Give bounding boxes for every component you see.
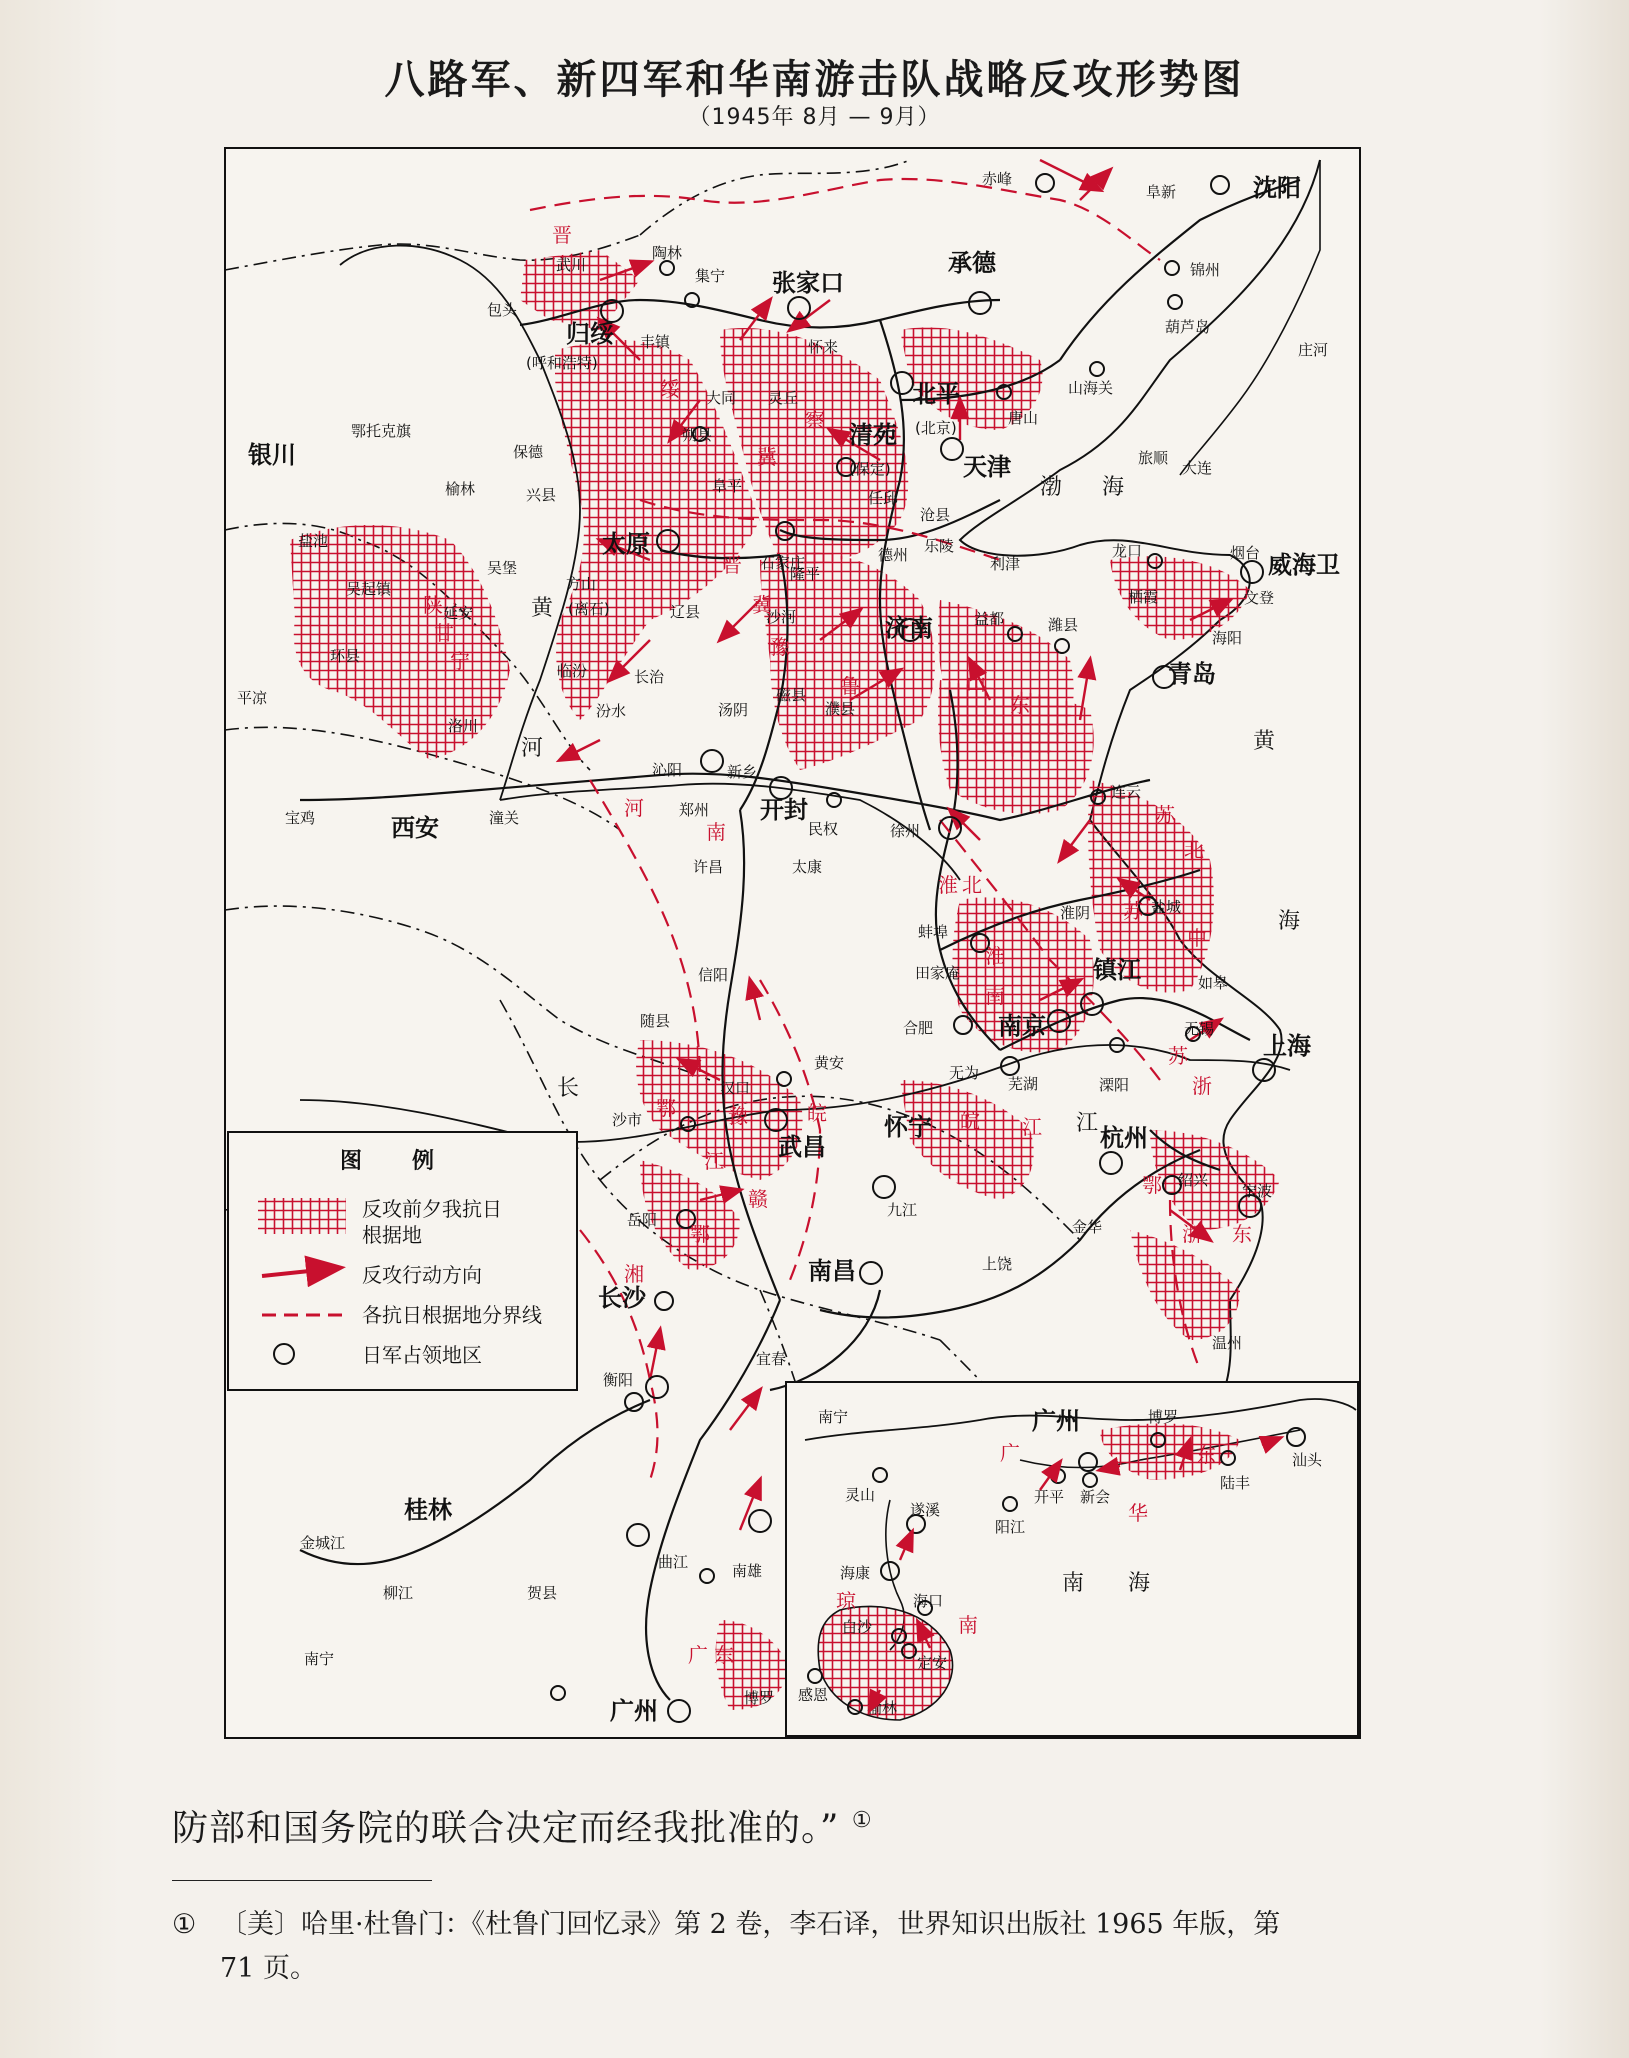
- region-label: 浙: [1182, 1222, 1202, 1246]
- inset-city-label: 陆丰: [1220, 1474, 1251, 1492]
- city-label: 连云: [1111, 783, 1142, 801]
- city-label: 蚌埠: [918, 923, 949, 941]
- inset-city-label: 广州: [1032, 1407, 1080, 1435]
- region-label: 皖: [960, 1109, 980, 1133]
- city-label: 集宁: [695, 267, 726, 285]
- region-label: 苏: [1123, 899, 1143, 923]
- region-label: 鄂: [1142, 1173, 1162, 1197]
- region-label: 晋: [552, 223, 572, 247]
- region-label: 晋: [722, 553, 742, 577]
- city-label: 博罗: [744, 1689, 775, 1707]
- inset-city-label: 汕头: [1292, 1451, 1323, 1469]
- city-label: 延安: [443, 604, 474, 622]
- city-label: 旅顺: [1138, 449, 1169, 467]
- city-label: 环县: [330, 647, 361, 665]
- inset-region-label: 广: [1000, 1441, 1020, 1465]
- city-label: 吴堡: [487, 559, 518, 577]
- city-label: 任邱: [868, 489, 899, 507]
- city-label: 辽县: [670, 603, 701, 621]
- inset-city-label: 榆林: [867, 1699, 898, 1717]
- city-label: 柳江: [383, 1584, 414, 1602]
- inset-sea-label: 南 海: [1062, 1571, 1151, 1596]
- inset-region-label: 琼: [836, 1589, 856, 1613]
- city-label: 天津: [963, 453, 1011, 481]
- city-label: 烟台: [1230, 544, 1261, 562]
- region-label: 豫: [728, 1104, 748, 1128]
- city-label: 清苑: [849, 421, 897, 449]
- inset-city-label: 新会: [1080, 1488, 1111, 1506]
- city-label: 归绥: [566, 320, 614, 348]
- sea-label-huang: 黄: [1253, 729, 1276, 754]
- city-label: 乐陵: [924, 537, 955, 555]
- city-label: 杭州: [1100, 1124, 1148, 1152]
- river-label-chang: 长: [557, 1076, 580, 1101]
- city-label: 朔县: [682, 426, 713, 444]
- city-label: 益都: [974, 610, 1005, 628]
- city-label: 太原: [602, 530, 650, 558]
- city-label: (离石): [568, 600, 610, 618]
- legend: [228, 1132, 577, 1390]
- region-label: 广: [688, 1643, 708, 1667]
- city-label: 银川: [248, 441, 296, 469]
- city-label: 南京: [998, 1012, 1046, 1040]
- city-label: 吴起镇: [346, 580, 392, 598]
- city-label: 龙口: [1112, 542, 1143, 560]
- city-label: 无锡: [1184, 1020, 1215, 1038]
- inset-city-label: 定安: [917, 1654, 948, 1672]
- city-label: 汾水: [596, 702, 627, 720]
- map-title: 八路军、新四军和华南游击队战略反攻形势图: [384, 56, 1245, 103]
- region-label: 鄂: [656, 1096, 676, 1120]
- inset-city-label: 南宁: [818, 1408, 849, 1426]
- footnote-mark: ①: [172, 1909, 197, 1940]
- city-label: 沧县: [920, 506, 951, 524]
- city-label: 榆林: [445, 480, 476, 498]
- legend-item-label: 反攻前夕我抗日: [362, 1197, 502, 1221]
- region-label: 淮: [938, 873, 958, 897]
- region-label: 苏: [1168, 1044, 1188, 1068]
- city-label: (北京): [915, 419, 957, 437]
- inset-south-china: [786, 1382, 1358, 1736]
- inset-city-label: 遂溪: [910, 1501, 941, 1519]
- city-label: 丰镇: [640, 333, 671, 351]
- city-label: 赤峰: [982, 170, 1013, 188]
- city-label: 民权: [808, 820, 839, 838]
- inset-city-label: 感恩: [798, 1686, 829, 1704]
- body-sentence: 防部和国务院的联合决定而经我批准的。”: [172, 1808, 840, 1849]
- legend-item-label: 根据地: [362, 1223, 422, 1247]
- city-label: 南昌: [808, 1257, 856, 1285]
- city-label: 阜平: [712, 477, 743, 495]
- city-label: 利津: [990, 555, 1021, 573]
- region-label: 陕: [423, 593, 443, 617]
- city-label: 镇江: [1093, 956, 1141, 984]
- city-label: 锦州: [1190, 261, 1221, 279]
- city-label: 庄河: [1298, 341, 1329, 359]
- region-label: 宁: [450, 649, 470, 673]
- city-label: 唐山: [1008, 409, 1039, 427]
- city-label: 潼关: [489, 809, 520, 827]
- footnote-divider: [172, 1880, 432, 1881]
- city-label: 田家庵: [915, 964, 961, 982]
- city-label: 南雄: [732, 1562, 763, 1580]
- city-label: 长沙: [598, 1284, 646, 1312]
- footnote-line-2: 71 页。: [220, 1953, 317, 1984]
- region-label: 淮: [985, 944, 1005, 968]
- city-label: 黄安: [814, 1054, 845, 1072]
- city-label: 太康: [792, 858, 823, 876]
- legend-item-label: 各抗日根据地分界线: [362, 1303, 542, 1327]
- city-label: 盐池: [298, 532, 329, 550]
- region-label: 南: [706, 820, 726, 844]
- region-label: 浙: [1192, 1074, 1212, 1098]
- inset-city-label: 白沙: [842, 1618, 873, 1636]
- city-label: 曲江: [658, 1553, 689, 1571]
- city-label: 山海关: [1068, 379, 1114, 397]
- city-label: 新乡: [727, 763, 758, 781]
- inset-region-label: 南: [958, 1613, 978, 1637]
- city-label: 绍兴: [1178, 1171, 1209, 1189]
- city-label: 上海: [1263, 1032, 1311, 1060]
- city-label: 许昌: [693, 858, 724, 876]
- city-label: 开封: [760, 796, 808, 824]
- region-label: 皖: [807, 1101, 827, 1125]
- inset-city-label: 博罗: [1148, 1408, 1179, 1426]
- inset-city-label: 阳江: [995, 1518, 1026, 1536]
- inset-city-label: 海康: [840, 1564, 871, 1582]
- sea-label-bo: 渤: [1040, 475, 1063, 500]
- city-label: 保德: [513, 443, 544, 461]
- legend-item-label: 日军占领地区: [362, 1343, 482, 1367]
- region-label: 北: [1184, 838, 1204, 862]
- inset-city-label: 开平: [1034, 1488, 1065, 1506]
- city-label: (呼和浩特): [526, 354, 598, 372]
- city-label: 武昌: [778, 1133, 826, 1161]
- region-label: 甘: [434, 621, 454, 645]
- city-label: 淮阴: [1060, 904, 1091, 922]
- region-label: 江: [704, 1149, 724, 1173]
- city-label: 青岛: [1168, 660, 1216, 688]
- region-label: 冀: [752, 593, 772, 617]
- city-label: (保定): [849, 460, 891, 478]
- region-label: 察: [805, 408, 825, 432]
- city-label: 方山: [566, 575, 597, 593]
- city-label: 陶林: [652, 244, 683, 262]
- city-label: 南宁: [304, 1650, 335, 1668]
- city-label: 鄂托克旗: [351, 422, 412, 440]
- region-label: 江: [1022, 1115, 1042, 1139]
- region-label: 东: [1232, 1222, 1252, 1246]
- city-label: 隆平: [790, 565, 821, 583]
- city-label: 汉口: [720, 1079, 751, 1097]
- city-label: 郑州: [679, 801, 710, 819]
- city-label: 随县: [640, 1012, 671, 1030]
- inset-city-label: 海口: [913, 1592, 944, 1610]
- city-label: 文登: [1244, 589, 1275, 607]
- city-label: 长治: [634, 668, 665, 686]
- legend-hatch-swatch: [258, 1198, 346, 1234]
- map-subtitle: （1945年 8月 — 9月）: [688, 105, 941, 130]
- river-label-huang: 黄: [531, 596, 554, 621]
- region-label: 北: [962, 873, 982, 897]
- city-label: 北平: [912, 380, 960, 408]
- city-label: 潍县: [1048, 616, 1079, 634]
- city-label: 岳阳: [627, 1211, 658, 1229]
- legend-item-label: 反攻行动方向: [362, 1263, 482, 1287]
- region-label: 湘: [624, 1262, 644, 1286]
- city-label: 濮县: [825, 700, 856, 718]
- city-label: 承德: [948, 249, 996, 277]
- city-label: 上饶: [982, 1255, 1013, 1273]
- city-label: 沙市: [612, 1111, 643, 1129]
- city-label: 盐城: [1151, 898, 1182, 916]
- footnote-reference: ①: [851, 1808, 873, 1833]
- city-label: 合肥: [903, 1019, 934, 1037]
- city-label: 大同: [706, 389, 737, 407]
- footnote: [172, 1903, 1442, 1991]
- city-label: 怀来: [808, 338, 839, 356]
- city-label: 洛川: [448, 717, 479, 735]
- region-label: 鄂: [690, 1222, 710, 1246]
- region-label: 山: [966, 671, 986, 695]
- region-label: 东: [1010, 693, 1030, 717]
- inset-region-label: 华: [1128, 1501, 1148, 1525]
- city-label: 石家庄: [760, 554, 806, 572]
- inset-city-label: 灵山: [845, 1486, 876, 1504]
- river-label-he: 河: [521, 736, 544, 761]
- city-label: 芜湖: [1008, 1075, 1039, 1093]
- region-label: 豫: [770, 635, 790, 659]
- city-label: 溧阳: [1099, 1076, 1130, 1094]
- city-label: 如皋: [1198, 974, 1229, 992]
- region-label: 鲁: [840, 674, 860, 698]
- city-label: 衡阳: [603, 1371, 634, 1389]
- city-label: 济南: [885, 614, 933, 642]
- body-text: [172, 1800, 873, 1851]
- city-label: 张家口: [772, 269, 844, 297]
- legend-title: 图 例: [340, 1149, 449, 1174]
- region-label: 赣: [748, 1187, 768, 1211]
- city-label: 信阳: [698, 966, 729, 984]
- river-label-jiang: 江: [1076, 1111, 1099, 1136]
- city-label: 沁阳: [652, 761, 683, 779]
- city-label: 桂林: [404, 1496, 452, 1524]
- city-label: 包头: [487, 301, 518, 319]
- city-label: 广州: [610, 1697, 658, 1725]
- inset-region-label: 东: [1196, 1443, 1216, 1467]
- city-label: 阜新: [1146, 183, 1177, 201]
- city-label: 德州: [878, 546, 909, 564]
- sea-label-hai: 海: [1102, 475, 1125, 500]
- city-label: 栖霞: [1128, 588, 1159, 606]
- city-label: 贺县: [527, 1584, 558, 1602]
- city-label: 兴县: [526, 486, 557, 504]
- region-label: 绥: [660, 377, 680, 401]
- city-label: 金华: [1072, 1218, 1103, 1236]
- city-label: 大连: [1182, 459, 1213, 477]
- city-label: 武川: [556, 256, 587, 274]
- city-label: 威海卫: [1268, 551, 1340, 579]
- city-label: 葫芦岛: [1165, 318, 1211, 336]
- city-label: 沈阳: [1253, 174, 1301, 202]
- footnote-line-1: 〔美〕哈里·杜鲁门：《杜鲁门回忆录》第 2 卷，李石译，世界知识出版社 1965 年版，第: [220, 1909, 1281, 1940]
- region-label: 东: [714, 1643, 734, 1667]
- city-label: 临汾: [557, 662, 588, 680]
- city-label: 金城江: [300, 1534, 346, 1552]
- region-label: 南: [985, 984, 1005, 1008]
- region-label: 冀: [757, 445, 777, 469]
- city-label: 西安: [391, 814, 439, 842]
- city-label: 宁波: [1242, 1182, 1273, 1200]
- city-label: 无为: [949, 1064, 980, 1082]
- city-label: 沙河: [766, 608, 797, 626]
- region-label: 苏: [1155, 803, 1175, 827]
- city-label: 平凉: [237, 689, 268, 707]
- region-label: 中: [1187, 926, 1207, 950]
- city-label: 海阳: [1212, 629, 1243, 647]
- city-label: 徐州: [890, 822, 921, 840]
- sea-label-hai-2: 海: [1278, 909, 1301, 934]
- region-label: 河: [624, 796, 644, 820]
- city-label: 灵丘: [768, 389, 799, 407]
- city-label: 宝鸡: [285, 809, 316, 827]
- city-label: 九江: [887, 1201, 918, 1219]
- city-label: 宜春: [756, 1350, 787, 1368]
- city-label: 磁县: [776, 686, 807, 704]
- city-label: 汤阴: [718, 701, 749, 719]
- city-label: 温州: [1212, 1334, 1243, 1352]
- city-label: 怀宁: [884, 1113, 932, 1141]
